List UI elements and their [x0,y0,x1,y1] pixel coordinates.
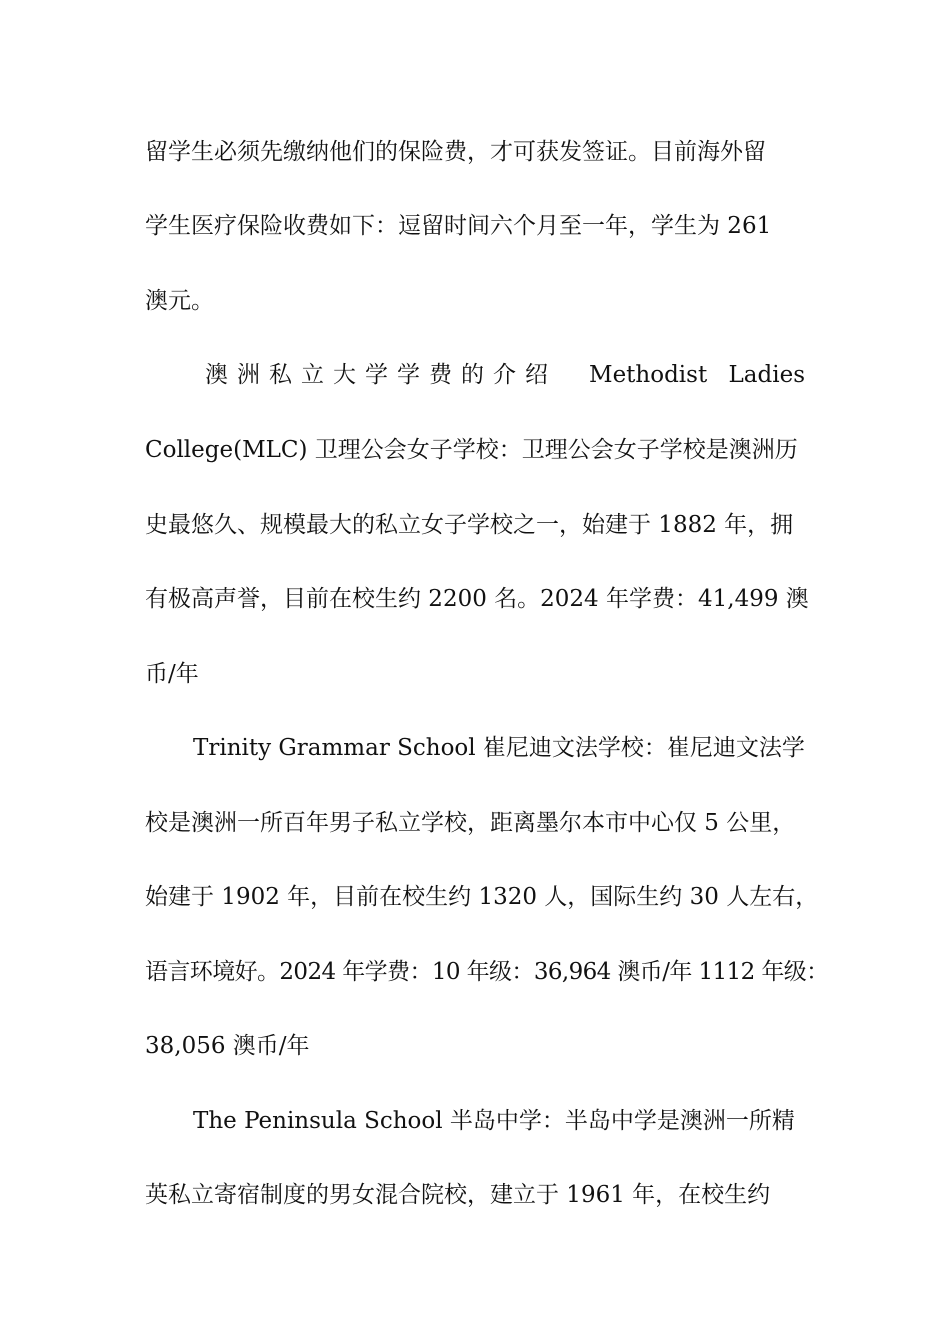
section-heading: 澳洲私立大学学费的介绍 [205,362,557,388]
text-line-13: 38,056 澳币/年 [145,1033,310,1059]
section-heading-line [205,358,805,392]
school-name-mlc-part1: Methodist Ladies [589,362,805,388]
text-line-15: 英私立寄宿制度的男女混合院校，建立于 1961 年，在校生约 [145,1182,771,1208]
text-line-1: 留学生必须先缴纳他们的保险费，才可获发签证。目前海外留 [145,139,766,165]
text-line-6: 史最悠久、规模最大的私立女子学校之一，始建于 1882 年，拥 [145,512,794,538]
text-line-5: College(MLC) 卫理公会女子学校：卫理公会女子学校是澳洲历 [145,437,798,463]
text-line-7: 有极高声誉，目前在校生约 2200 名。2024 年学费：41,499 澳 [145,586,809,612]
text-line-9: Trinity Grammar School 崔尼迪文法学校：崔尼迪文法学 [193,735,805,761]
text-line-12: 语言环境好。2024 年学费：10 年级：36,964 澳币/年 1112 年级： [145,959,829,985]
text-line-2: 学生医疗保险收费如下：逗留时间六个月至一年，学生为 261 [145,213,772,239]
text-line-8: 币/年 [145,661,199,687]
text-line-14: The Peninsula School 半岛中学：半岛中学是澳洲一所精 [193,1108,795,1134]
text-line-10: 校是澳洲一所百年男子私立学校，距离墨尔本市中心仅 5 公里， [145,810,796,836]
text-line-3: 澳元。 [145,288,214,314]
text-line-11: 始建于 1902 年，目前在校生约 1320 人，国际生约 30 人左右， [145,884,819,910]
